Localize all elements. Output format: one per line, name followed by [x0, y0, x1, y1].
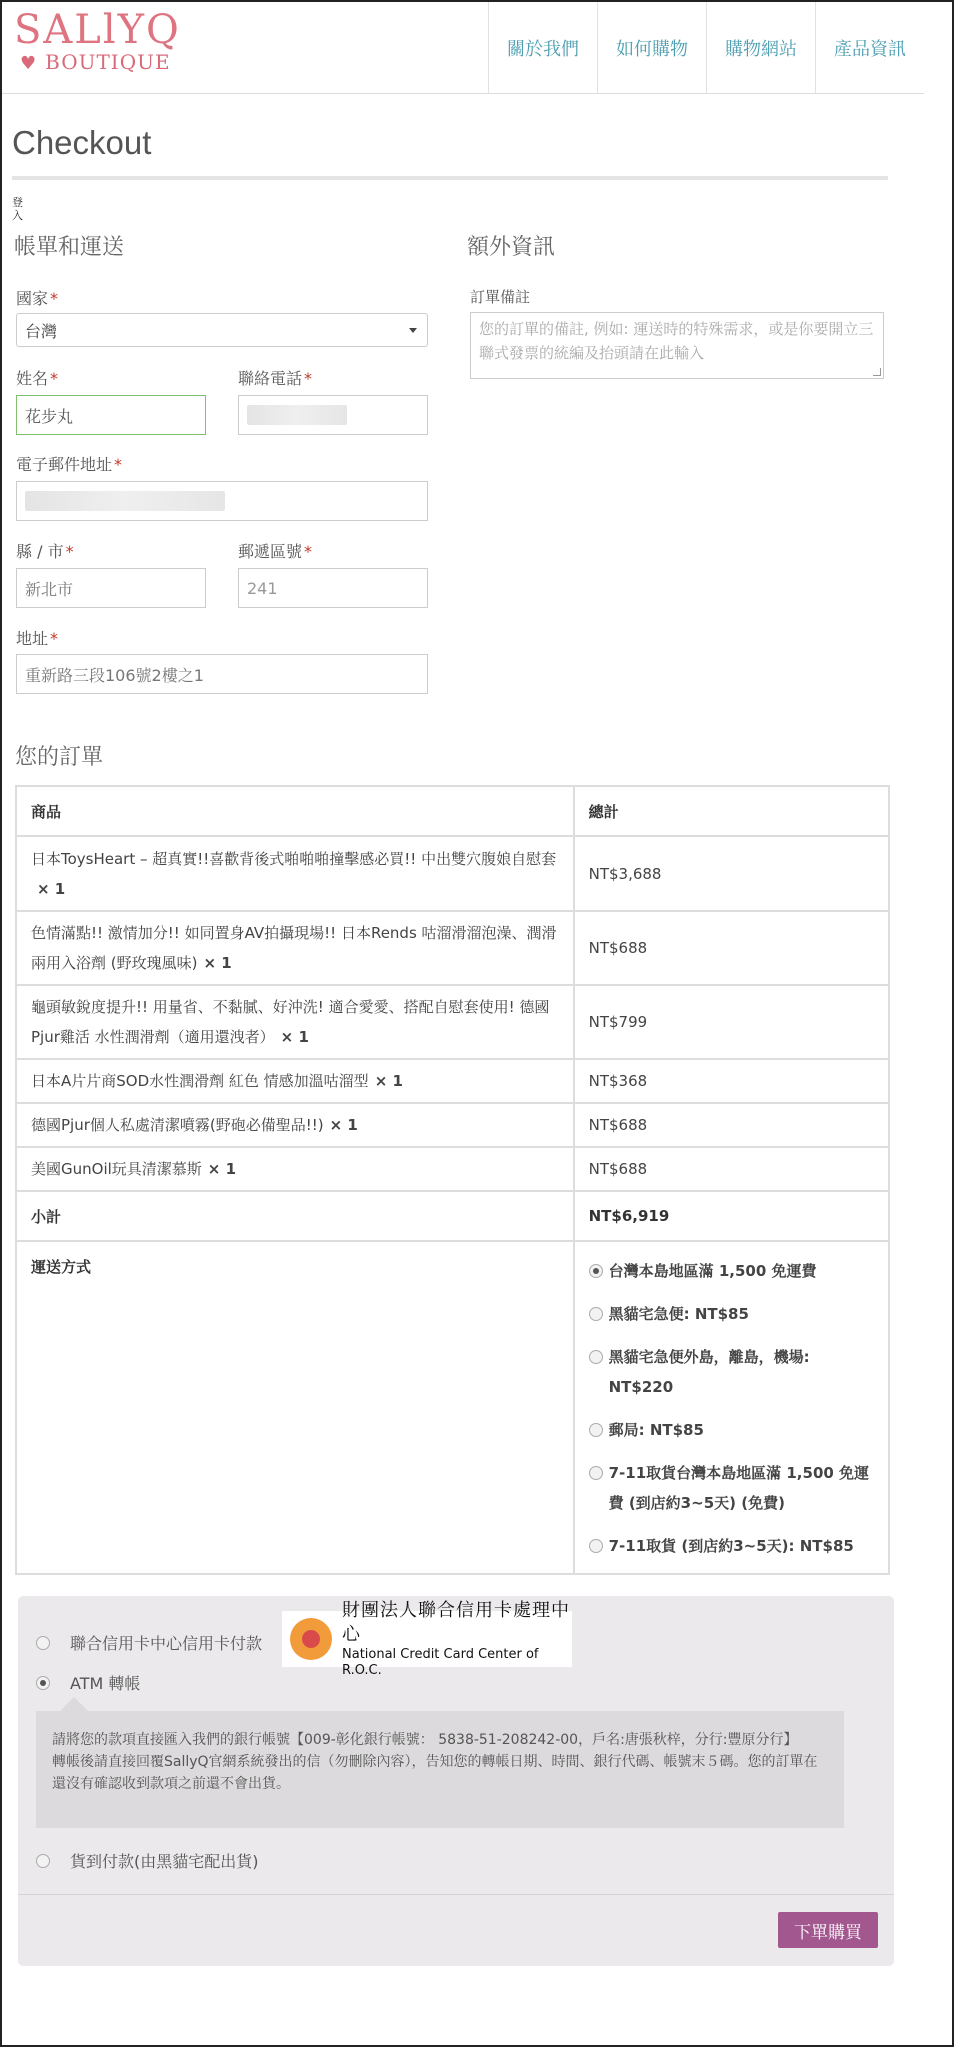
column-header-total: 總計 [574, 786, 889, 836]
product-cell: 日本A片片商SOD水性潤滑劑 紅色 情感加溫咕溜型 × 1 [16, 1059, 574, 1103]
required-mark: * [114, 455, 123, 474]
cod-label: 貨到付款(由黑貓宅配出貨) [70, 1852, 259, 1871]
notes-label: 訂單備註 [470, 288, 531, 306]
payment-option-cod[interactable] [36, 1849, 259, 1872]
subtotal-value: NT$6,919 [574, 1191, 889, 1241]
column-header-product: 商品 [16, 786, 574, 836]
email-label: 電子郵件地址 * [16, 455, 123, 474]
logo-subtitle [14, 50, 181, 74]
country-select[interactable] [16, 313, 428, 347]
shipping-option[interactable]: 7-11取貨 (到店約3~5天): NT$85 [589, 1531, 874, 1561]
radio-icon[interactable] [589, 1539, 603, 1553]
required-mark: * [65, 542, 74, 561]
atm-instructions-line1: 請將您的款項直接匯入我們的銀行帳號【009-彰化銀行帳號： 5838-51-208242-00，戶名:唐張秋梓，分行:豐原分行】 [52, 1732, 798, 1748]
total-cell: NT$688 [574, 911, 889, 985]
main-nav [488, 2, 924, 94]
order-section-title: 您的訂單 [15, 745, 104, 770]
shipping-option[interactable]: 黑貓宅急便外島，離島，機場: NT$220 [589, 1342, 874, 1402]
atm-instructions-line2: 轉帳後請直接回覆SallyQ官網系統發出的信（勿刪除內容），告知您的轉帳日期、時間、銀行代碼、帳號末５碼。您的訂單在還沒有確認收到款項之前還不會出貨。 [52, 1754, 818, 1792]
product-cell: 龜頭敏銳度提升!! 用量省、不黏膩、好沖洗! 適合愛愛、搭配自慰套使用! 德國Pjur雞活 水性潤滑劑（適用還洩者） × 1 [16, 985, 574, 1059]
credit-card-label: 聯合信用卡中心信用卡付款 [70, 1634, 263, 1653]
redacted-phone [247, 405, 347, 425]
table-row [16, 1103, 889, 1147]
subtotal-row [16, 1191, 889, 1241]
country-value: 台灣 [25, 321, 58, 341]
total-cell: NT$368 [574, 1059, 889, 1103]
product-cell: 色情滿點!! 激情加分!! 如同置身AV拍攝現場!! 日本Rends 咕溜滑溜泡澡、潤滑兩用入浴劑 (野玫瑰風味) × 1 [16, 911, 574, 985]
site-logo[interactable] [14, 8, 181, 74]
page-title: Checkout [12, 124, 152, 161]
site-header [2, 2, 924, 94]
nav-item-shop[interactable]: 購物網站 [706, 2, 815, 94]
name-input[interactable]: 花步丸 [16, 395, 206, 435]
shipping-option[interactable]: 7-11取貨台灣本島地區滿 1,500 免運費 (到店約3~5天) (免費) [589, 1458, 874, 1518]
redacted-email [25, 491, 225, 511]
email-input[interactable] [16, 481, 428, 521]
table-row [16, 836, 889, 911]
phone-input[interactable] [238, 395, 428, 435]
order-notes-textarea[interactable] [470, 312, 884, 379]
shipping-option[interactable]: 台灣本島地區滿 1,500 免運費 [589, 1256, 874, 1286]
credit-card-center-logo [282, 1600, 572, 1678]
nav-item-how-to-buy[interactable]: 如何購物 [597, 2, 706, 94]
address-input[interactable]: 重新路三段106號2樓之1 [16, 654, 428, 694]
nav-item-product-info[interactable]: 產品資訊 [815, 2, 924, 94]
title-divider [12, 176, 888, 180]
shipping-option[interactable]: 郵局: NT$85 [589, 1415, 874, 1445]
billing-section-title: 帳單和運送 [14, 235, 125, 260]
atm-label: ATM 轉帳 [70, 1674, 141, 1693]
resize-handle-icon[interactable] [873, 368, 881, 376]
place-order-button[interactable]: 下單購買 [778, 1912, 878, 1948]
required-mark: * [50, 289, 59, 308]
radio-selected-icon[interactable] [36, 1676, 50, 1690]
country-label: 國家 * [16, 289, 59, 308]
address-label: 地址 * [16, 629, 59, 648]
zip-input[interactable]: 241 [238, 568, 428, 608]
phone-label: 聯絡電話 * [238, 369, 313, 388]
shipping-options [574, 1241, 889, 1574]
shipping-row [16, 1241, 889, 1574]
plum-blossom-icon [290, 1618, 332, 1660]
table-row [16, 1059, 889, 1103]
name-label: 姓名 * [16, 369, 59, 388]
payment-panel [18, 1596, 894, 1966]
logo-wordmark: SALlYQ [14, 7, 181, 53]
radio-icon[interactable] [589, 1350, 603, 1364]
payment-option-atm[interactable] [36, 1671, 140, 1694]
product-cell: 日本ToysHeart – 超真實!!喜歡背後式啪啪啪撞擊感必買!! 中出雙穴腹娘自慰套× 1 [16, 836, 574, 911]
order-table [15, 785, 890, 1575]
payment-divider [18, 1894, 894, 1895]
radio-icon[interactable] [589, 1466, 603, 1480]
total-cell: NT$688 [574, 1103, 889, 1147]
required-mark: * [50, 629, 59, 648]
total-cell: NT$799 [574, 985, 889, 1059]
product-cell: 德國Pjur個人私處清潔噴霧(野砲必備聖品!!) × 1 [16, 1103, 574, 1147]
table-header-row [16, 786, 889, 836]
table-row [16, 911, 889, 985]
atm-instructions [36, 1711, 844, 1828]
nav-item-about[interactable]: 關於我們 [488, 2, 597, 94]
shipping-option[interactable]: 黑貓宅急便: NT$85 [589, 1299, 874, 1329]
city-label: 縣 / 市 * [16, 542, 74, 561]
required-mark: * [304, 542, 313, 561]
radio-selected-icon[interactable] [589, 1264, 603, 1278]
heart-icon: ♥ [20, 53, 38, 74]
subtotal-label: 小計 [16, 1191, 574, 1241]
required-mark: * [304, 369, 313, 388]
payment-option-credit-card[interactable] [36, 1631, 262, 1654]
radio-icon[interactable] [36, 1854, 50, 1868]
logo-chinese-text: 財團法人聯合信用卡處理中心 [342, 1600, 570, 1645]
shipping-label: 運送方式 [16, 1241, 574, 1574]
radio-icon[interactable] [36, 1636, 50, 1650]
logo-boutique: BOUTIQUE [45, 50, 171, 74]
table-row [16, 1147, 889, 1191]
total-cell: NT$3,688 [574, 836, 889, 911]
radio-icon[interactable] [589, 1307, 603, 1321]
required-mark: * [50, 369, 59, 388]
login-link[interactable]: 登入 [12, 196, 23, 222]
product-cell: 美國GunOil玩具清潔慕斯 × 1 [16, 1147, 574, 1191]
notes-placeholder: 您的訂單的備註, 例如: 運送時的特殊需求，或是你要開立三聯式發票的統編及抬頭請在此輸入 [479, 320, 874, 362]
total-cell: NT$688 [574, 1147, 889, 1191]
logo-english-text: National Credit Card Center of R.O.C. [342, 1647, 539, 1678]
city-input[interactable]: 新北市 [16, 568, 206, 608]
extra-section-title: 額外資訊 [467, 235, 556, 260]
zip-label: 郵遞區號 * [238, 542, 313, 561]
table-row [16, 985, 889, 1059]
chevron-down-icon [409, 328, 417, 333]
radio-icon[interactable] [589, 1423, 603, 1437]
